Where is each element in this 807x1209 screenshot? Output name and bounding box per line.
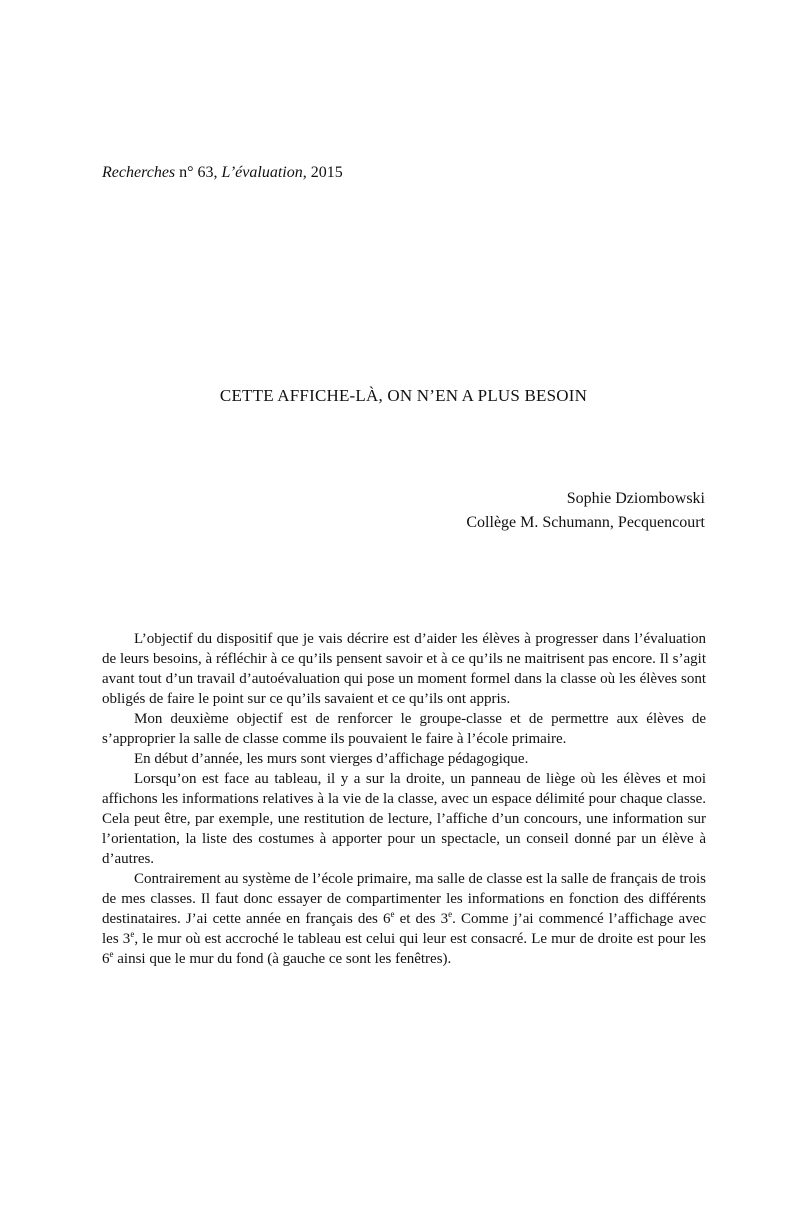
- journal-name: Recherches: [102, 164, 176, 181]
- paragraph-4: Lorsqu’on est face au tableau, il y a sur la droite, un panneau de liège où les élèves et moi affichons les informations relatives à la vie de la classe, avec un espace délimité pour chaque classe. Cela peut être, par exemple, une restitution de lecture, l’affiche d’un concours, une information sur l’orientation, la liste des costumes à apporter pour un spectacle, un conseil donné par un élève à d’autres.: [102, 771, 706, 867]
- article-title: CETTE AFFICHE-LÀ, ON N’EN A PLUS BESOIN: [219, 386, 588, 405]
- author-name: Sophie Dziombowski: [566, 490, 705, 507]
- journal-header: [102, 163, 343, 183]
- issue-number: n° 63,: [175, 164, 222, 181]
- superscript-e: e: [448, 909, 453, 919]
- paragraph-1: L’objectif du dispositif que je vais décrire est d’aider les élèves à progresser dans l’évaluation de leurs besoins, à réfléchir à ce qu’ils pensent savoir et à ce qu’ils ne maitrisent pas encore. Il s’agit avant tout d’un travail d’autoévaluation qui pose un moment formel dans la classe où les élèves sont obligés de faire le point sur ce qu’ils savaient et ce qu’ils ont appris.: [102, 631, 706, 707]
- paragraph-5-text-a: Contrairement au système de l’école primaire, ma salle de classe est la salle de français de trois de mes classes. Il faut donc essayer de compartimenter les informations en fonction des différents destinataires. J’ai cette année en français des 6: [102, 871, 706, 927]
- issue-year: , 2015: [302, 164, 343, 181]
- author-affiliation: Collège M. Schumann, Pecquencourt: [466, 514, 705, 531]
- paragraph-5-text-c: . Comme j’ai commencé l’affichage avec les 3: [102, 911, 707, 947]
- paragraph-5-text-d: , le mur où est accroché le tableau est celui qui leur est consacré. Le mur de droite est pour les 6: [102, 931, 706, 967]
- byline: [466, 487, 705, 535]
- paragraph-5: [102, 869, 706, 969]
- superscript-e: e: [109, 949, 114, 959]
- superscript-e: e: [130, 929, 135, 939]
- issue-theme: L’évaluation: [221, 164, 303, 181]
- paragraph-5-text-b: et des 3: [394, 911, 449, 927]
- paragraph-5-text-e: ainsi que le mur du fond (à gauche ce sont les fenêtres).: [113, 951, 452, 967]
- superscript-e: e: [390, 909, 395, 919]
- paragraph-2: Mon deuxième objectif est de renforcer le groupe-classe et de permettre aux élèves de s’approprier la salle de classe comme ils pouvaient le faire à l’école primaire.: [102, 711, 706, 747]
- article-body: [102, 629, 706, 969]
- paragraph-3: En début d’année, les murs sont vierges d’affichage pédagogique.: [134, 751, 529, 767]
